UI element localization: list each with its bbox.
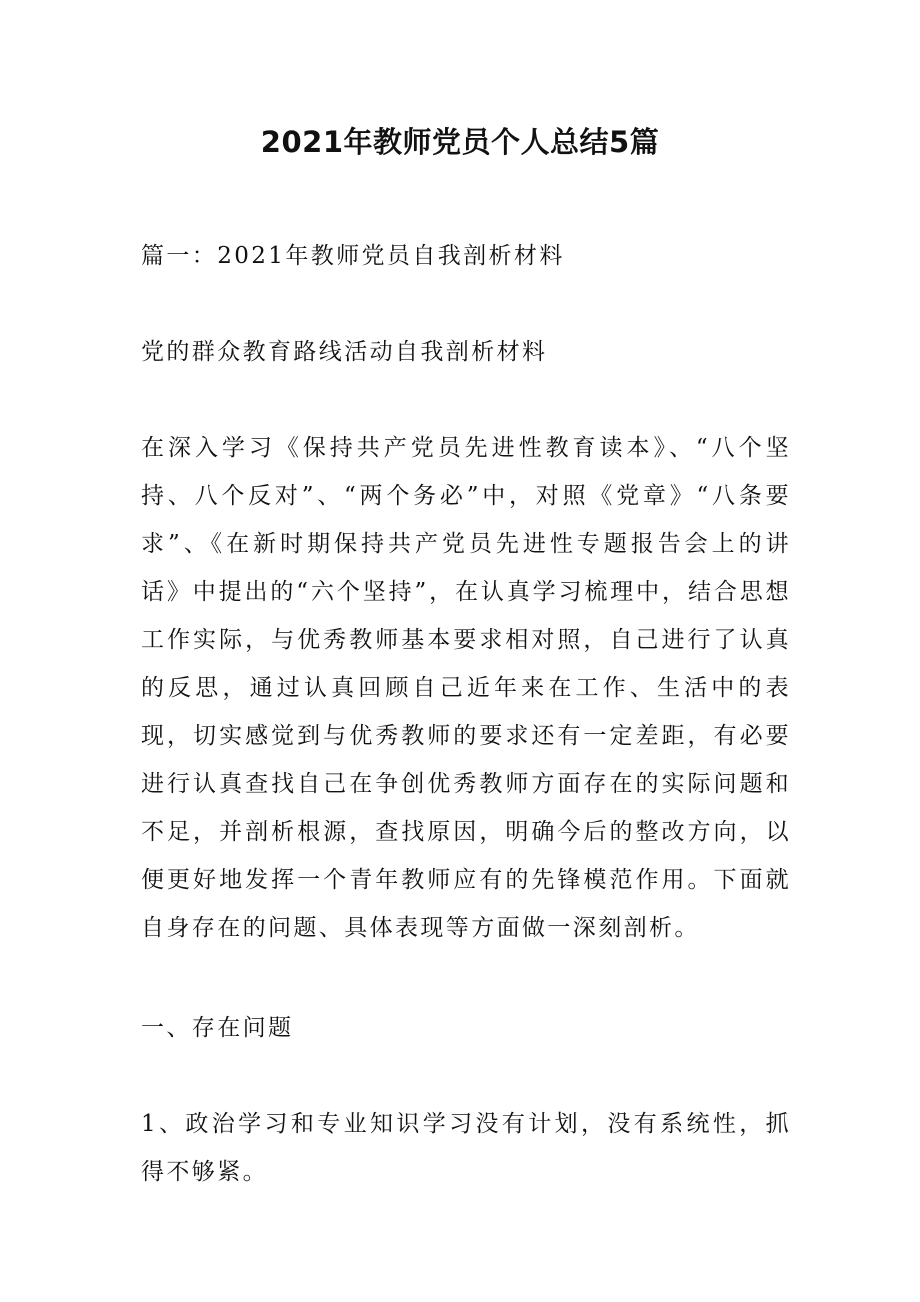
problems-heading: 一、存在问题 (141, 1015, 294, 1041)
problem-item-1: 1、政治学习和专业知识学习没有计划，没有系统性，抓得不够紧。 (141, 1111, 791, 1185)
section-one-heading: 篇一：2021年教师党员自我剖析材料 (141, 243, 565, 269)
material-subtitle: 党的群众教育路线活动自我剖析材料 (141, 339, 548, 365)
intro-paragraph: 在深入学习《保持共产党员先进性教育读本》、“八个坚持、八个反对”、“两个务必”中，对照《党章》“八条要求”、《在新时期保持共产党员先进性专题报告会上的讲话》中提出的“六个坚持”，在认真学习梳理中，结合思想工作实际，与优秀教师基本要求相对照，自己进行了认真的反思，通过认真回顾自己近年来在工作、生活中的表现，切实感觉到与优秀教师的要求还有一定差距，有必要进行认真查找自己在争创优秀教师方面存在的实际问题和不足，并剖析根源，查找原因，明确今后的整改方向，以便更好地发挥一个青年教师应有的先锋模范作用。下面就自身存在的问题、具体表现等方面做一深刻剖析。 (141, 435, 791, 941)
document-title: 2021年教师党员个人总结5篇 (260, 125, 660, 159)
